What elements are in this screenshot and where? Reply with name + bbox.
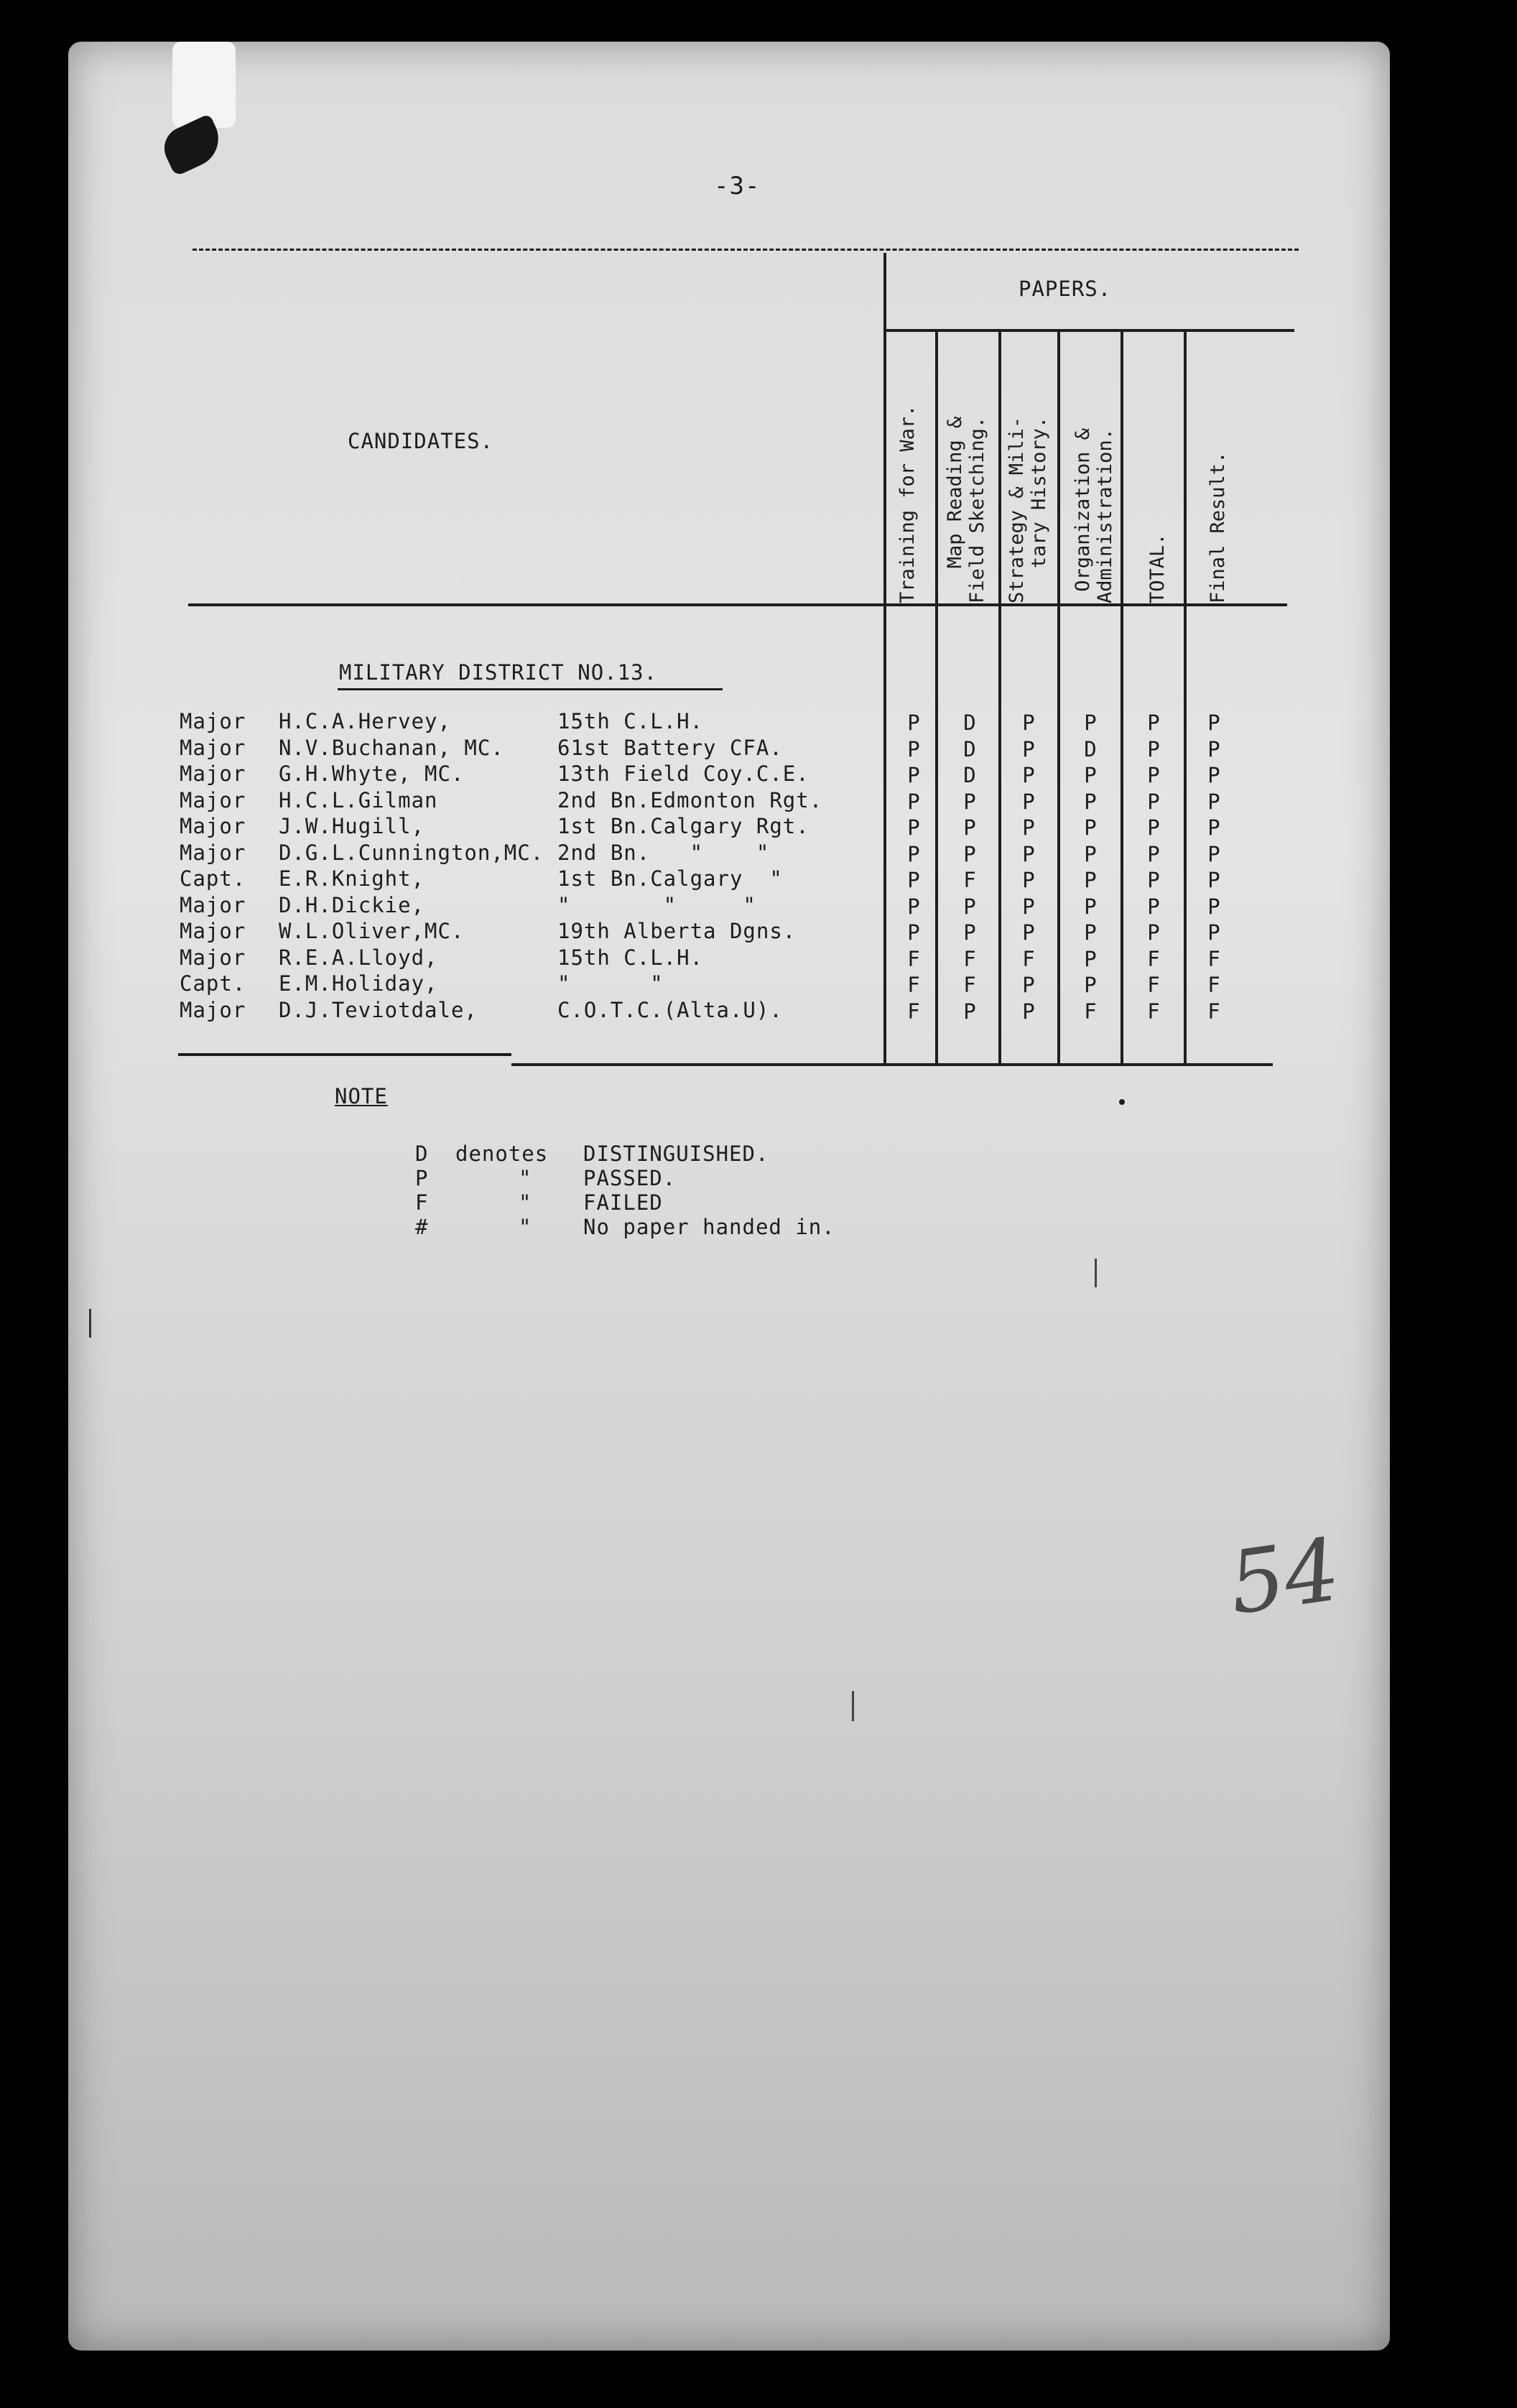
candidate-rank: Major: [180, 892, 246, 917]
note-symbol: D: [415, 1142, 429, 1166]
col-rule-3: [1057, 330, 1060, 1065]
result-mark-map: P: [963, 789, 976, 814]
note-heading: NOTE: [335, 1084, 388, 1108]
result-mark-strategy: P: [1022, 789, 1035, 814]
table-bottom-rule-left: [178, 1053, 511, 1056]
result-mark-final: F: [1207, 946, 1220, 971]
result-mark-total: P: [1147, 736, 1160, 761]
result-mark-final: P: [1207, 789, 1220, 814]
result-mark-map: P: [963, 815, 976, 840]
handwritten-folio-number: 54: [1223, 1520, 1346, 1634]
candidate-unit: 13th Field Coy.C.E.: [557, 761, 809, 786]
result-mark-organization: P: [1084, 894, 1097, 919]
result-mark-strategy: P: [1022, 973, 1035, 997]
result-mark-map: D: [963, 736, 976, 761]
result-mark-final: F: [1207, 999, 1220, 1024]
result-mark-training: F: [907, 946, 920, 971]
candidate-name: H.C.L.Gilman: [279, 787, 438, 812]
candidate-unit: 15th C.L.H.: [557, 709, 704, 733]
col-head-total: TOTAL.: [1146, 533, 1169, 603]
result-mark-total: P: [1147, 815, 1160, 840]
note-meaning: No paper handed in.: [583, 1215, 835, 1239]
note-symbol: F: [415, 1190, 429, 1215]
table-bottom-rule-right: [511, 1063, 1273, 1066]
candidate-unit: C.O.T.C.(Alta.U).: [557, 997, 783, 1022]
candidate-rank: Major: [180, 945, 246, 970]
result-mark-training: P: [907, 763, 920, 787]
note-meaning: DISTINGUISHED.: [583, 1142, 769, 1166]
col-rule-2: [998, 330, 1001, 1065]
result-mark-strategy: P: [1022, 920, 1035, 945]
candidate-rank: Major: [180, 787, 246, 812]
result-mark-final: P: [1207, 920, 1220, 945]
result-mark-organization: F: [1084, 999, 1097, 1024]
result-mark-total: P: [1147, 763, 1160, 787]
district-underline: [338, 688, 723, 690]
result-mark-organization: P: [1084, 841, 1097, 866]
candidate-name: G.H.Whyte, MC.: [279, 761, 465, 786]
note-meaning: FAILED: [583, 1190, 663, 1215]
note-meaning: PASSED.: [583, 1166, 677, 1190]
result-mark-organization: D: [1084, 736, 1097, 761]
result-mark-total: P: [1147, 920, 1160, 945]
document-page: [68, 42, 1390, 2351]
candidate-rank: Capt.: [180, 866, 246, 891]
result-mark-map: P: [963, 920, 976, 945]
district-heading: MILITARY DISTRICT NO.13.: [339, 660, 658, 685]
result-mark-final: P: [1207, 763, 1220, 787]
candidate-rank: Major: [180, 814, 246, 838]
col-head-final: Final Result.: [1207, 451, 1229, 603]
col-rule-4: [1121, 330, 1123, 1065]
result-mark-training: P: [907, 894, 920, 919]
result-mark-final: P: [1207, 868, 1220, 892]
result-mark-total: P: [1147, 894, 1160, 919]
col-head-strategy: Strategy & Mili- tary History.: [1006, 416, 1051, 603]
result-mark-map: P: [963, 999, 976, 1024]
candidates-heading: CANDIDATES.: [348, 429, 494, 453]
col-rule-1: [935, 330, 938, 1065]
candidate-unit: 1st Bn.Calgary Rgt.: [557, 814, 809, 838]
result-mark-map: D: [963, 763, 976, 787]
result-mark-organization: P: [1084, 920, 1097, 945]
candidate-name: N.V.Buchanan, MC.: [279, 735, 504, 760]
papers-heading: PAPERS.: [1019, 277, 1112, 301]
note-ditto: ": [519, 1215, 532, 1239]
result-mark-total: P: [1147, 868, 1160, 892]
result-mark-training: F: [907, 973, 920, 997]
result-mark-final: P: [1207, 710, 1220, 735]
candidate-unit: 1st Bn.Calgary ": [557, 866, 783, 891]
candidate-unit: 2nd Bn.Edmonton Rgt.: [557, 787, 823, 812]
result-mark-final: F: [1207, 973, 1220, 997]
note-symbol: P: [415, 1166, 429, 1190]
result-mark-map: F: [963, 973, 976, 997]
papers-heading-rule: [885, 329, 1294, 332]
result-mark-total: P: [1147, 841, 1160, 866]
result-mark-final: P: [1207, 815, 1220, 840]
candidate-rank: Major: [180, 709, 246, 733]
candidate-unit: " " ": [557, 892, 756, 917]
result-mark-training: P: [907, 736, 920, 761]
col-head-organization: Organization & Administration.: [1072, 428, 1117, 603]
result-mark-strategy: P: [1022, 815, 1035, 840]
result-mark-total: F: [1147, 946, 1160, 971]
result-mark-organization: P: [1084, 868, 1097, 892]
result-mark-map: P: [963, 894, 976, 919]
result-mark-map: F: [963, 868, 976, 892]
candidate-rank: Major: [180, 919, 246, 943]
candidate-unit: 61st Battery CFA.: [557, 735, 783, 760]
candidate-rank: Major: [180, 997, 246, 1022]
result-mark-final: P: [1207, 736, 1220, 761]
candidate-rank: Major: [180, 761, 246, 786]
result-mark-training: P: [907, 789, 920, 814]
col-rule-5: [1184, 330, 1187, 1065]
result-mark-strategy: P: [1022, 999, 1035, 1024]
result-mark-training: P: [907, 920, 920, 945]
col-head-training: Training for War.: [896, 404, 919, 603]
result-mark-total: F: [1147, 999, 1160, 1024]
result-mark-strategy: P: [1022, 736, 1035, 761]
papers-left-rule: [883, 253, 886, 1065]
candidate-name: E.R.Knight,: [279, 866, 425, 891]
note-symbol: #: [415, 1215, 429, 1239]
result-mark-training: P: [907, 815, 920, 840]
result-mark-final: P: [1207, 894, 1220, 919]
result-mark-training: P: [907, 841, 920, 866]
result-mark-strategy: P: [1022, 868, 1035, 892]
candidate-name: E.M.Holiday,: [279, 971, 438, 996]
candidate-unit: " ": [557, 971, 664, 996]
result-mark-strategy: P: [1022, 710, 1035, 735]
stray-mark: [1095, 1259, 1097, 1287]
note-ditto: ": [519, 1190, 532, 1215]
result-mark-total: P: [1147, 710, 1160, 735]
result-mark-map: F: [963, 946, 976, 971]
candidate-unit: 2nd Bn. " ": [557, 840, 770, 865]
candidate-name: H.C.A.Hervey,: [279, 709, 451, 733]
result-mark-map: P: [963, 841, 976, 866]
result-mark-organization: P: [1084, 763, 1097, 787]
candidate-name: J.W.Hugill,: [279, 814, 425, 838]
result-mark-final: P: [1207, 841, 1220, 866]
result-mark-organization: P: [1084, 973, 1097, 997]
candidate-name: W.L.Oliver,MC.: [279, 919, 465, 943]
result-mark-total: P: [1147, 789, 1160, 814]
candidate-name: D.J.Teviotdale,: [279, 997, 478, 1022]
stray-mark: [89, 1309, 91, 1338]
candidate-rank: Major: [180, 735, 246, 760]
candidate-name: D.H.Dickie,: [279, 892, 425, 917]
table-top-rule: [192, 249, 1299, 251]
candidate-name: D.G.L.Cunnington,MC.: [279, 840, 544, 865]
candidate-name: R.E.A.Lloyd,: [279, 945, 438, 970]
stray-mark: [852, 1691, 854, 1721]
result-mark-organization: P: [1084, 815, 1097, 840]
note-ditto: denotes: [455, 1142, 549, 1166]
col-head-map: Map Reading & Field Sketching.: [944, 416, 989, 603]
candidate-rank: Capt.: [180, 971, 246, 996]
result-mark-training: P: [907, 868, 920, 892]
note-dot: [1119, 1099, 1125, 1105]
candidate-rank: Major: [180, 840, 246, 865]
page-number: -3-: [714, 172, 761, 200]
paper-clip-residue: [172, 42, 236, 128]
result-mark-total: F: [1147, 973, 1160, 997]
result-mark-strategy: P: [1022, 894, 1035, 919]
result-mark-organization: P: [1084, 789, 1097, 814]
candidate-unit: 15th C.L.H.: [557, 945, 704, 970]
result-mark-organization: P: [1084, 946, 1097, 971]
result-mark-strategy: P: [1022, 763, 1035, 787]
result-mark-training: P: [907, 710, 920, 735]
candidate-unit: 19th Alberta Dgns.: [557, 919, 797, 943]
note-ditto: ": [519, 1166, 532, 1190]
result-mark-training: F: [907, 999, 920, 1024]
result-mark-organization: P: [1084, 710, 1097, 735]
result-mark-strategy: F: [1022, 946, 1035, 971]
result-mark-strategy: P: [1022, 841, 1035, 866]
result-mark-map: D: [963, 710, 976, 735]
